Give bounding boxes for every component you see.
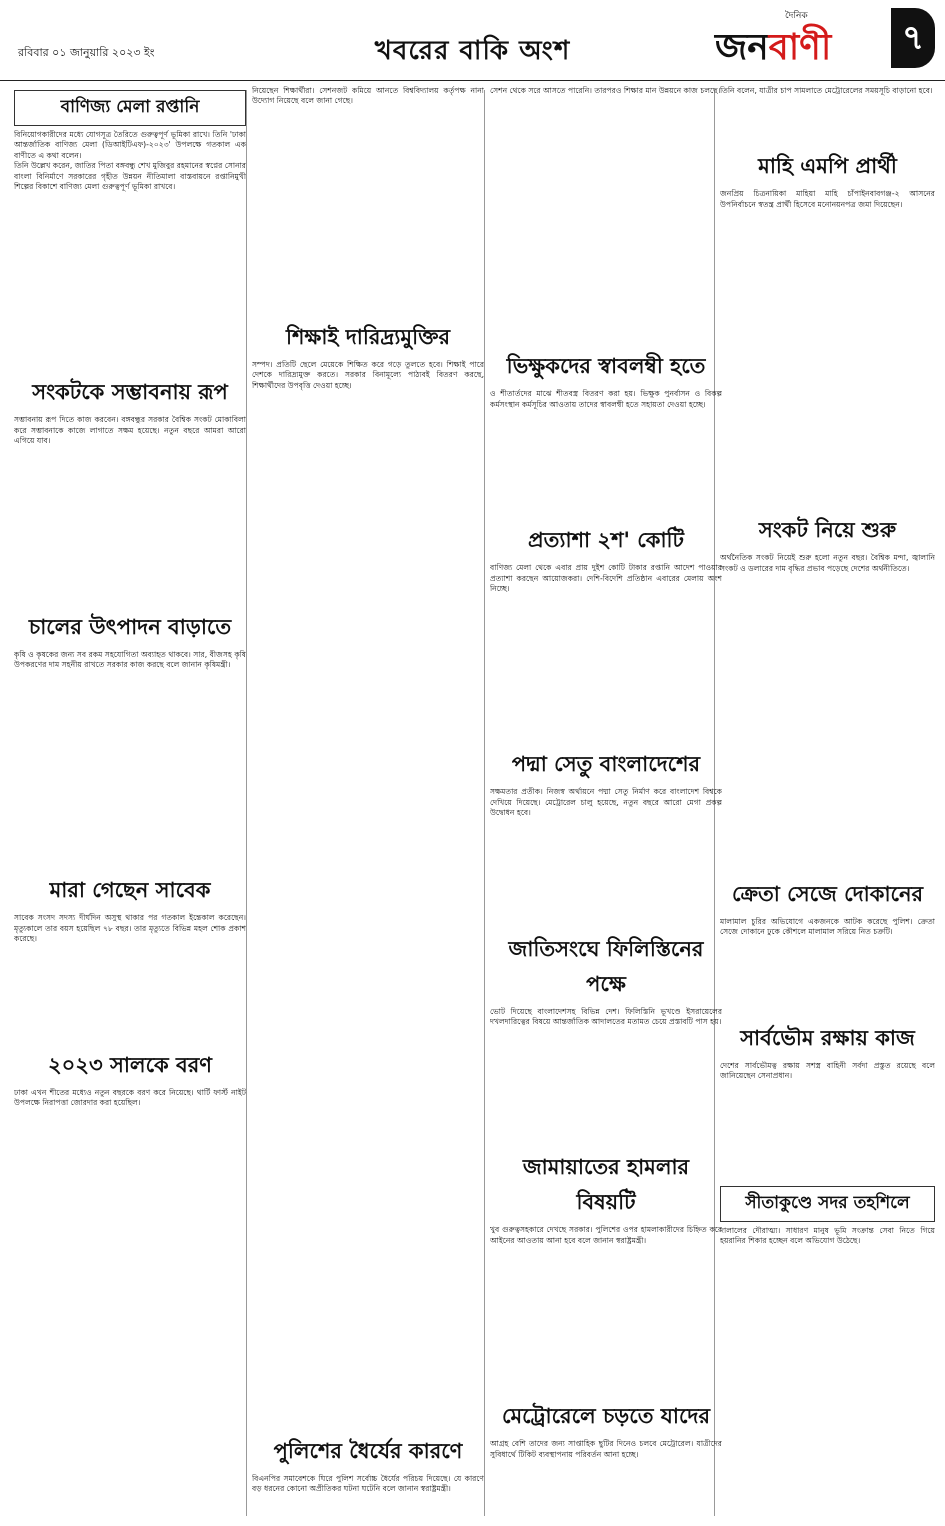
text-filler: [14, 192, 246, 372]
text-filler: [490, 1027, 722, 1147]
article-text: সক্ষমতার প্রতীক। নিজস্ব অর্থায়নে পদ্মা সেতু নির্মাণ করে বাংলাদেশ বিশ্বকে দেখিয়ে দিয়েছে। মেট্রোরেল চালু হয়েছে, নতুন বছরে আরো মেগা প্রকল্প উদ্বোধন হবে।: [490, 787, 722, 818]
text-filler: [720, 574, 935, 874]
headline: মারা গেছেন সাবেক: [49, 878, 211, 903]
headline: প্রত্যাশা ২শ' কোটি: [527, 528, 684, 553]
article-text: সাবেক সংসদ সদস্য দীর্ঘদিন অসুস্থ থাকার পর গতকাল ইন্তেকাল করেছেন। মৃত্যুকালে তার বয়স হয়েছিল ৭৮ বছর। তার মৃত্যুতে বিভিন্ন মহল শোক প্রকাশ করেছে।: [14, 913, 246, 944]
headline: পুলিশের ধৈর্যের কারণে: [273, 1439, 463, 1464]
article-text: বাণিজ্য মেলা থেকে এবার প্রায় দুইশ কোটি টাকার রপ্তানি আদেশ পাওয়ার প্রত্যাশা করছেন আয়োজকরা। দেশি-বিদেশি প্রতিষ্ঠান এবারের মেলায় অংশ নিচ্ছে।: [490, 563, 722, 594]
headline: চালের উৎপাদন বাড়াতে: [28, 614, 232, 639]
column-1: [14, 86, 246, 1518]
headline: শিক্ষাই দারিদ্র্যমুক্তির: [285, 324, 451, 349]
text-filler: [490, 1246, 722, 1396]
column-2: [252, 86, 484, 1518]
page-number: ৭: [891, 8, 935, 68]
article-text: ঢাকা এখন শীতের মধ্যেও নতুন বছরকে বরণ করে নিয়েছে। থার্টি ফার্স্ট নাইট উপলক্ষে নিরাপত্তা জোরদার করা হয়েছিল।: [14, 1087, 246, 1108]
headline: ক্রেতা সেজে দোকানের: [731, 882, 924, 907]
section-title: খবরের বাকি অংশ: [374, 36, 571, 66]
article-text: আগ্রহ বেশি তাদের জন্য সাপ্তাহিক ছুটির দিনেও চলবে মেট্রোরেল। যাত্রীদের সুবিধার্থে টিকিট ব্যবস্থাপনায় পরিবর্তন আনা হচ্ছে।: [490, 1439, 722, 1459]
article-text: দেশের সার্বভৌমত্ব রক্ষায় সশস্ত্র বাহিনী সর্বদা প্রস্তুত রয়েছে বলে জানিয়েছেন সেনাপ্রধান।: [720, 1060, 935, 1081]
article-text: জনপ্রিয় চিত্রনায়িকা মাহিয়া মাহি চাঁপাইনবাবগঞ্জ-২ আসনের উপনির্বাচনে স্বতন্ত্র প্রার্থী হিসেবে মনোনয়নপত্র জমা দিয়েছেন।: [720, 189, 935, 209]
text-filler: [14, 447, 246, 607]
text-filler: [490, 594, 722, 744]
text-filler: [720, 96, 935, 146]
masthead: [0, 0, 945, 81]
text-filler: [252, 107, 484, 317]
column-3: [490, 86, 722, 1518]
text-filler: [720, 1082, 935, 1182]
article-text: ও শীতার্তদের মাঝে শীতবস্ত্র বিতরণ করা হয়। ভিক্ষুক পুনর্বাসন ও বিকল্প কর্মসংস্থান কর্মসূচির আওতায় তাদের স্বাবলম্বী হতে সহায়তা দেওয়া হচ্ছে।: [490, 389, 722, 409]
issue-date: রবিবার ০১ জানুয়ারি ২০২৩ ইং: [18, 46, 155, 59]
newspaper-logo: দৈনিক জনবাণী: [715, 11, 832, 68]
headline: পদ্মা সেতু বাংলাদেশের: [511, 752, 701, 777]
article-text: তিনি বলেন, যাত্রীর চাপ সামলাতে মেট্রোরেলের সময়সূচি বাড়ানো হবে।: [720, 86, 933, 95]
article-text: সেশন থেকে সরে আসতে পারেনি। তারপরও শিক্ষার মান উন্নয়নে কাজ চলছে।: [490, 86, 721, 95]
text-filler: [14, 670, 246, 870]
article-text: কৃষি ও কৃষকের জন্য সব রকম সহযোগিতা অব্যাহত থাকবে। সার, বীজসহ কৃষি উপকরণের দাম সহনীয় রাখতে সরকার কাজ করছে বলে জানান কৃষিমন্ত্রী।: [14, 649, 246, 670]
headline: মাহি এমপি প্রার্থী: [758, 154, 897, 179]
article-text: তিনি উল্লেখ করেন, জাতির পিতা বঙ্গবন্ধু শেখ মুজিবুর রহমানের স্বপ্নের সোনার বাংলা বিনির্মাণে সরকারের গৃহীত উন্নয়ন নীতিমালা বাস্তবায়নে রপ্তানিমুখী শিল্পের বিকাশে বাণিজ্য মেলা গুরুত্বপূর্ণ ভূমিকা রাখবে।: [14, 161, 246, 192]
headline: ভিক্ষুকদের স্বাবলম্বী হতে: [506, 354, 706, 379]
headline: জামায়াতের হামলার বিষয়টি: [522, 1155, 690, 1215]
text-filler: [490, 410, 722, 520]
text-filler: [252, 391, 484, 1431]
article-text: সম্ভাবনায় রূপ দিতে কাজ করবেন। বঙ্গবন্ধুর সরকার বৈশ্বিক সংকট মোকাবিলা করে সম্ভাবনাকে কাজে লাগাতে সক্ষম হয়েছে। নতুন বছরে আমরা আরো এগিয়ে যাব।: [14, 415, 246, 446]
article-text: ভোট দিয়েছে বাংলাদেশসহ বিভিন্ন দেশ। ফিলিস্তিনি ভূখণ্ডে ইসরায়েলের দখলদারিত্বের বিষয়ে আন্তর্জাতিক আদালতের মতামত চেয়ে প্রস্তাবটি পাস হয়।: [490, 1006, 722, 1027]
article-text: খুব গুরুত্বসহকারে দেখছে সরকার। পুলিশের ওপর হামলাকারীদের চিহ্নিত করে আইনের আওতায় আনা হবে বলে জানান স্বরাষ্ট্রমন্ত্রী।: [490, 1225, 722, 1245]
text-filler: [720, 210, 935, 510]
headline: সংকটকে সম্ভাবনায় রূপ: [32, 380, 228, 405]
headline: সংকট নিয়ে শুরু: [758, 518, 897, 543]
headline: ২০২৩ সালকে বরণ: [48, 1052, 212, 1077]
text-filler: [720, 938, 935, 1018]
headline: জাতিসংঘে ফিলিস্তিনের পক্ষে: [508, 936, 704, 996]
article-text: অর্থনৈতিক সংকট নিয়েই শুরু হলো নতুন বছর। বৈশ্বিক মন্দা, জ্বালানি সংকট ও ডলারের দাম বৃদ্ধির প্রভাব পড়েছে দেশের অর্থনীতিতে।: [720, 553, 935, 573]
headline: মেট্রোরেলে চড়তে যাদের: [501, 1404, 711, 1429]
text-filler: [490, 96, 722, 346]
article-text: মালামাল চুরির অভিযোগে একজনকে আটক করেছে পুলিশ। ক্রেতা সেজে দোকানে ঢুকে কৌশলে মালামাল সরিয়ে নিত চক্রটি।: [720, 917, 935, 937]
article-text: নিয়েছেন শিক্ষার্থীরা। সেশনজট কমিয়ে আনতে বিশ্ববিদ্যালয় কর্তৃপক্ষ নানা উদ্যোগ নিয়েছে বলে জানা গেছে।: [252, 86, 484, 106]
headline: সীতাকুণ্ডে সদর তহশিলে: [720, 1186, 935, 1222]
article-text: বিএনপির সমাবেশকে ঘিরে পুলিশ সর্বোচ্চ ধৈর্যের পরিচয় দিয়েছে। যে কারণে বড় ধরনের কোনো অপ্রীতিকর ঘটনা ঘটেনি বলে জানান স্বরাষ্ট্রমন্ত্রী।: [252, 1474, 484, 1494]
text-filler: [490, 819, 722, 929]
headline: সার্বভৌম রক্ষায় কাজ: [740, 1025, 915, 1050]
text-filler: [14, 945, 246, 1045]
article-text: দালালের দৌরাত্ম্য। সাধারণ মানুষ ভূমি সংক্রান্ত সেবা নিতে গিয়ে হয়রানির শিকার হচ্ছেন বলে অভিযোগ উঠেছে।: [720, 1225, 935, 1246]
headline: বাণিজ্য মেলা রপ্তানি: [14, 90, 246, 126]
article-text: বিনিয়োগকারীদের মধ্যে যোগসূত্র তৈরিতে গুরুত্বপূর্ণ ভূমিকা রাখে। তিনি 'ঢাকা আন্তর্জাতিক বাণিজ্য মেলা (ডিআইটিএফ)-২০২৩' উপলক্ষে গতকাল এক বাণীতে এ কথা বলেন।: [14, 130, 246, 160]
article-text: সম্পদ। প্রতিটি ছেলে মেয়েকে শিক্ষিত করে গড়ে তুলতে হবে। শিক্ষাই পারে দেশকে দারিদ্র্যমুক্ত করতে। সরকার বিনামূল্যে পাঠ্যবই বিতরণ করছে, শিক্ষার্থীদের উপবৃত্তি দেওয়া হচ্ছে।: [252, 359, 484, 390]
column-4: [720, 86, 935, 1518]
